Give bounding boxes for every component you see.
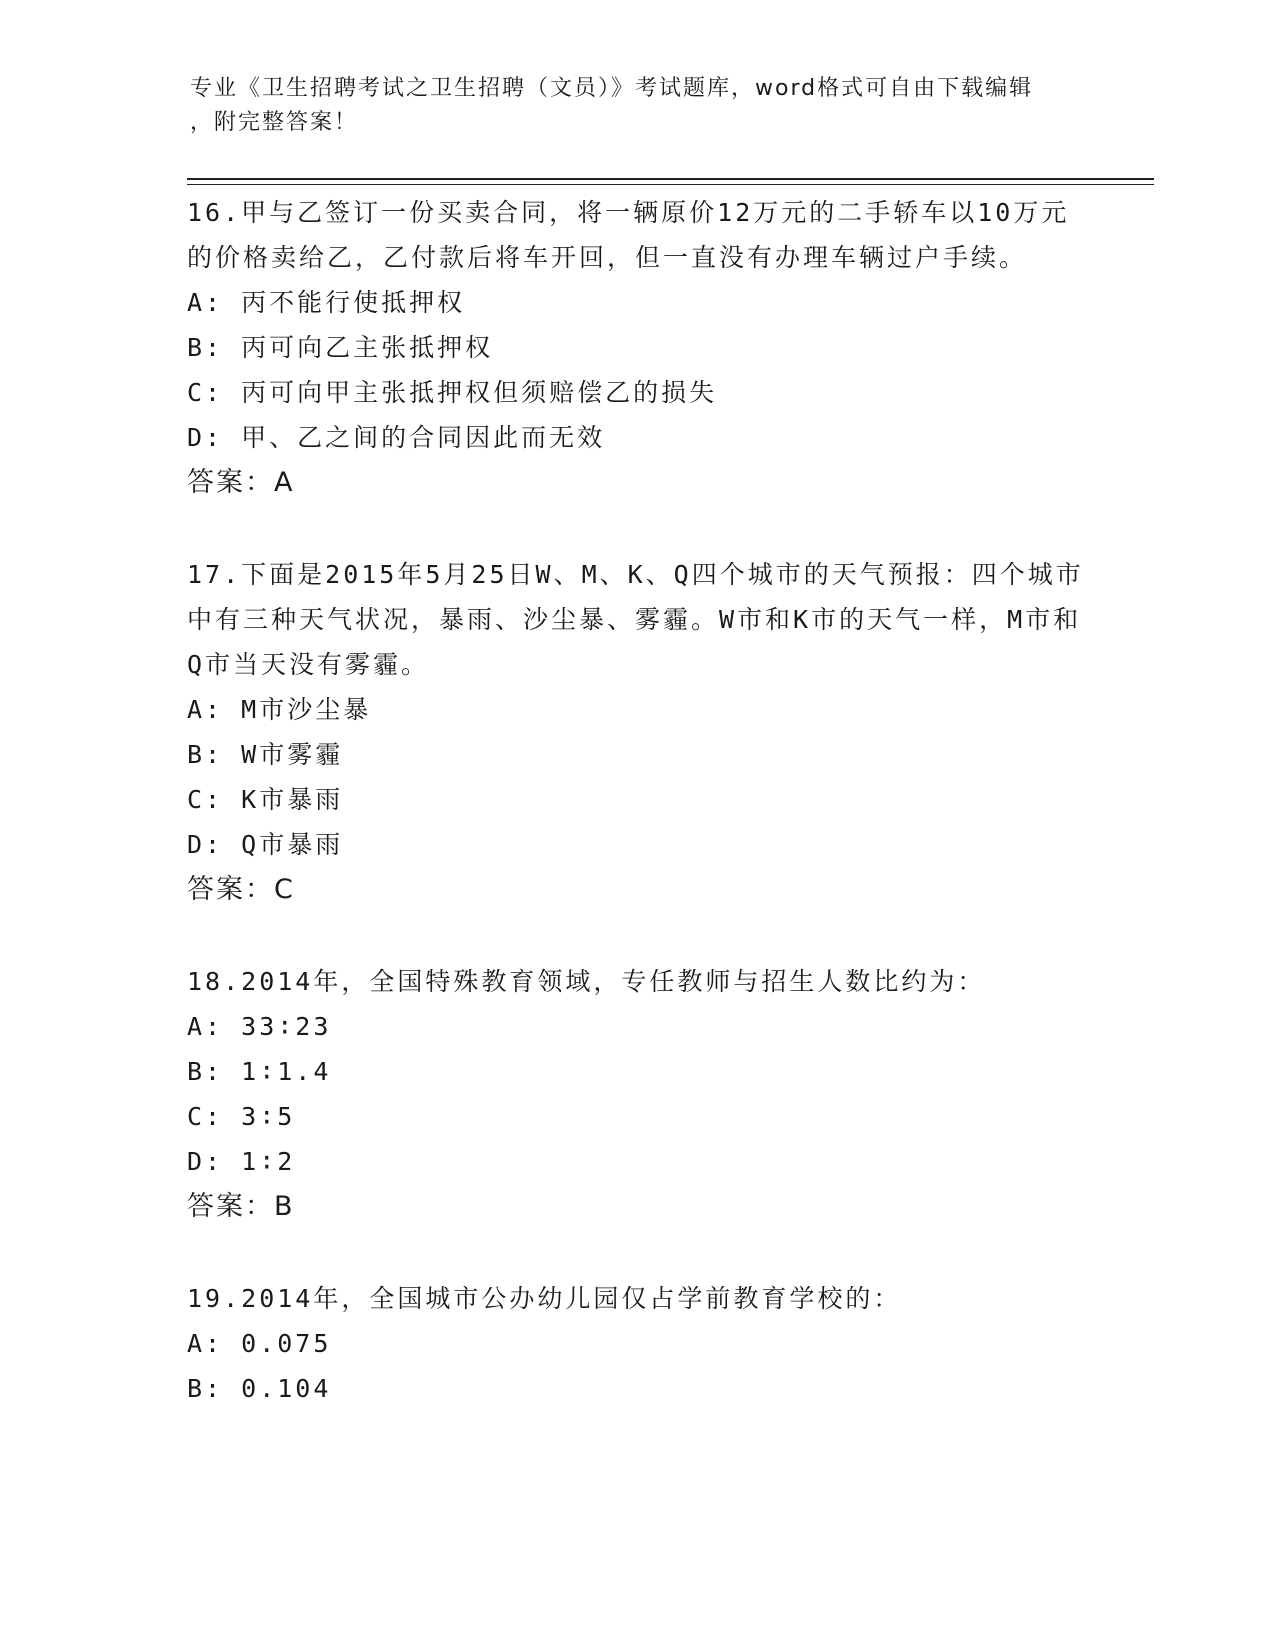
question-stem: 18.2014年，全国特殊教育领域，专任教师与招生人数比约为：: [187, 967, 986, 996]
header-line-1: 专业《卫生招聘考试之卫生招聘（文员）》考试题库，word格式可自由下载编辑: [190, 76, 1034, 101]
question-19: [187, 1276, 1087, 1411]
option-c: C: 3∶5: [187, 1102, 296, 1131]
option-b: B: W市雾霾: [187, 740, 344, 769]
question-17: [187, 552, 1087, 913]
option-b: B: 1∶1.4: [187, 1057, 332, 1086]
answer-line: 答案：A: [187, 467, 295, 498]
answer-line: 答案：C: [187, 874, 295, 905]
option-b: B: 0.104: [187, 1374, 332, 1403]
option-d: D: Q市暴雨: [187, 830, 344, 859]
question-16: [187, 190, 1087, 506]
option-a: A: M市沙尘暴: [187, 695, 372, 724]
question-list: [187, 190, 1087, 1411]
question-stem: 16.甲与乙签订一份买卖合同，将一辆原价12万元的二手轿车以10万元的价格卖给乙，乙付款后将车开回，但一直没有办理车辆过户手续。: [187, 198, 1070, 272]
option-a: A: 33∶23: [187, 1012, 332, 1041]
option-c: C: K市暴雨: [187, 785, 344, 814]
header-divider-thick: [187, 178, 1154, 180]
option-a: A: 0.075: [187, 1329, 332, 1358]
header-divider-thin: [187, 184, 1154, 185]
document-header: [190, 72, 1070, 140]
question-18: [187, 959, 1087, 1230]
option-d: D: 甲、乙之间的合同因此而无效: [187, 423, 606, 452]
option-b: B: 丙可向乙主张抵押权: [187, 333, 494, 362]
option-a: A: 丙不能行使抵押权: [187, 288, 466, 317]
answer-line: 答案：B: [187, 1191, 295, 1222]
question-stem: 17.下面是2015年5月25日W、M、K、Q四个城市的天气预报：四个城市中有三种天气状况，暴雨、沙尘暴、雾霾。W市和K市的天气一样，M市和Q市当天没有雾霾。: [187, 560, 1084, 679]
header-line-2: ，附完整答案！: [190, 110, 359, 135]
option-d: D: 1∶2: [187, 1147, 296, 1176]
question-stem: 19.2014年，全国城市公办幼儿园仅占学前教育学校的：: [187, 1284, 902, 1313]
option-c: C: 丙可向甲主张抵押权但须赔偿乙的损失: [187, 378, 718, 407]
